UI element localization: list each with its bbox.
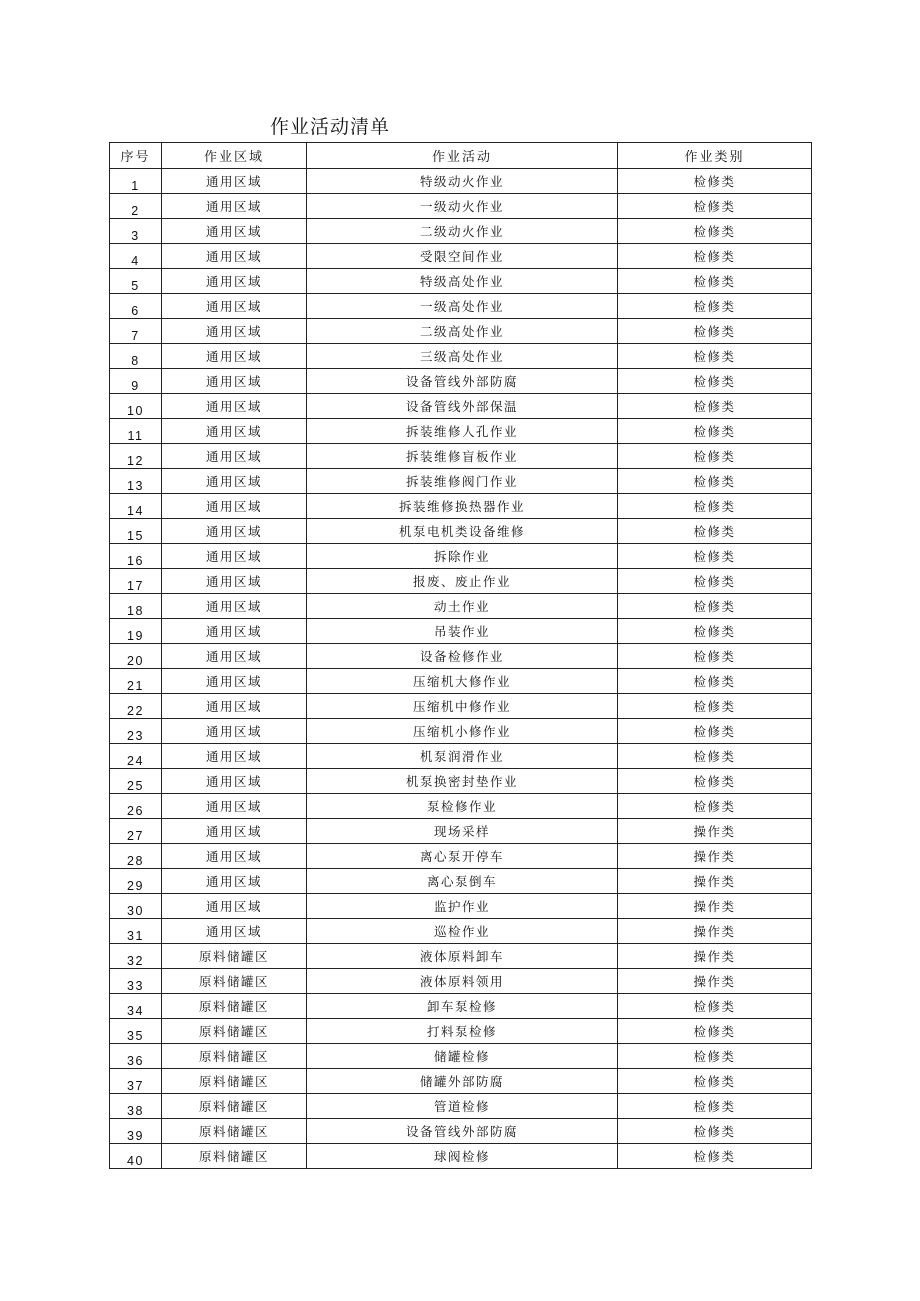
cell-no: 19 <box>110 619 162 644</box>
cell-area: 原料储罐区 <box>162 1119 307 1144</box>
table-row <box>110 419 812 444</box>
cell-activity: 管道检修 <box>307 1094 618 1119</box>
cell-area: 通用区域 <box>162 694 307 719</box>
cell-category: 检修类 <box>618 769 812 794</box>
table-row <box>110 1069 812 1094</box>
table-row <box>110 744 812 769</box>
table-row <box>110 869 812 894</box>
cell-area: 原料储罐区 <box>162 1094 307 1119</box>
cell-no: 15 <box>110 519 162 544</box>
cell-category: 检修类 <box>618 569 812 594</box>
cell-no: 20 <box>110 644 162 669</box>
cell-category: 检修类 <box>618 794 812 819</box>
cell-category: 检修类 <box>618 644 812 669</box>
cell-activity: 机泵换密封垫作业 <box>307 769 618 794</box>
cell-activity: 拆装维修换热器作业 <box>307 494 618 519</box>
cell-activity: 现场采样 <box>307 819 618 844</box>
table-row <box>110 1119 812 1144</box>
cell-category: 检修类 <box>618 1069 812 1094</box>
table-row <box>110 394 812 419</box>
cell-category: 检修类 <box>618 319 812 344</box>
cell-category: 检修类 <box>618 1019 812 1044</box>
cell-no: 3 <box>110 219 162 244</box>
cell-no: 23 <box>110 719 162 744</box>
table-row <box>110 1094 812 1119</box>
table-row <box>110 1144 812 1169</box>
cell-activity: 拆装维修阀门作业 <box>307 469 618 494</box>
cell-activity: 储罐外部防腐 <box>307 1069 618 1094</box>
cell-area: 通用区域 <box>162 469 307 494</box>
header-category: 作业类别 <box>618 143 812 169</box>
cell-area: 通用区域 <box>162 394 307 419</box>
cell-category: 检修类 <box>618 394 812 419</box>
table-row <box>110 544 812 569</box>
cell-category: 操作类 <box>618 944 812 969</box>
table-body <box>110 169 812 1169</box>
cell-area: 通用区域 <box>162 444 307 469</box>
cell-activity: 压缩机小修作业 <box>307 719 618 744</box>
cell-area: 原料储罐区 <box>162 944 307 969</box>
cell-area: 通用区域 <box>162 619 307 644</box>
cell-no: 17 <box>110 569 162 594</box>
cell-activity: 设备管线外部防腐 <box>307 369 618 394</box>
cell-category: 检修类 <box>618 619 812 644</box>
cell-category: 检修类 <box>618 1094 812 1119</box>
cell-no: 33 <box>110 969 162 994</box>
cell-activity: 机泵润滑作业 <box>307 744 618 769</box>
cell-no: 12 <box>110 444 162 469</box>
table-row <box>110 244 812 269</box>
cell-activity: 离心泵倒车 <box>307 869 618 894</box>
cell-activity: 泵检修作业 <box>307 794 618 819</box>
cell-area: 通用区域 <box>162 644 307 669</box>
table-row <box>110 844 812 869</box>
cell-area: 通用区域 <box>162 769 307 794</box>
cell-no: 34 <box>110 994 162 1019</box>
cell-area: 通用区域 <box>162 819 307 844</box>
table-row <box>110 269 812 294</box>
table-row <box>110 619 812 644</box>
cell-category: 检修类 <box>618 494 812 519</box>
cell-category: 检修类 <box>618 1044 812 1069</box>
cell-area: 通用区域 <box>162 544 307 569</box>
table-row <box>110 319 812 344</box>
cell-category: 操作类 <box>618 919 812 944</box>
cell-no: 11 <box>110 419 162 444</box>
cell-area: 通用区域 <box>162 594 307 619</box>
cell-no: 26 <box>110 794 162 819</box>
cell-no: 30 <box>110 894 162 919</box>
cell-activity: 吊装作业 <box>307 619 618 644</box>
cell-no: 6 <box>110 294 162 319</box>
cell-area: 通用区域 <box>162 319 307 344</box>
cell-category: 检修类 <box>618 169 812 194</box>
table-row <box>110 894 812 919</box>
cell-no: 7 <box>110 319 162 344</box>
table-row <box>110 969 812 994</box>
cell-area: 原料储罐区 <box>162 969 307 994</box>
cell-area: 通用区域 <box>162 244 307 269</box>
table-row <box>110 694 812 719</box>
cell-activity: 二级动火作业 <box>307 219 618 244</box>
table-row <box>110 719 812 744</box>
cell-area: 通用区域 <box>162 194 307 219</box>
cell-activity: 设备管线外部保温 <box>307 394 618 419</box>
cell-activity: 三级高处作业 <box>307 344 618 369</box>
cell-category: 检修类 <box>618 594 812 619</box>
cell-area: 通用区域 <box>162 719 307 744</box>
cell-category: 检修类 <box>618 994 812 1019</box>
cell-category: 操作类 <box>618 894 812 919</box>
cell-activity: 拆装维修人孔作业 <box>307 419 618 444</box>
cell-area: 通用区域 <box>162 419 307 444</box>
cell-no: 36 <box>110 1044 162 1069</box>
cell-area: 通用区域 <box>162 269 307 294</box>
table-row <box>110 994 812 1019</box>
cell-no: 31 <box>110 919 162 944</box>
cell-category: 检修类 <box>618 469 812 494</box>
cell-area: 原料储罐区 <box>162 994 307 1019</box>
cell-category: 检修类 <box>618 1144 812 1169</box>
cell-no: 5 <box>110 269 162 294</box>
cell-no: 35 <box>110 1019 162 1044</box>
table-row <box>110 444 812 469</box>
cell-activity: 拆装维修盲板作业 <box>307 444 618 469</box>
cell-area: 通用区域 <box>162 344 307 369</box>
cell-activity: 打料泵检修 <box>307 1019 618 1044</box>
cell-activity: 报废、废止作业 <box>307 569 618 594</box>
cell-category: 操作类 <box>618 969 812 994</box>
cell-no: 14 <box>110 494 162 519</box>
cell-category: 检修类 <box>618 194 812 219</box>
cell-activity: 球阀检修 <box>307 1144 618 1169</box>
cell-area: 通用区域 <box>162 169 307 194</box>
cell-activity: 储罐检修 <box>307 1044 618 1069</box>
cell-category: 检修类 <box>618 744 812 769</box>
table-row <box>110 194 812 219</box>
table-header-row <box>110 143 812 169</box>
cell-no: 2 <box>110 194 162 219</box>
cell-activity: 特级高处作业 <box>307 269 618 294</box>
cell-no: 40 <box>110 1144 162 1169</box>
cell-no: 21 <box>110 669 162 694</box>
table-row <box>110 919 812 944</box>
cell-activity: 拆除作业 <box>307 544 618 569</box>
cell-activity: 压缩机大修作业 <box>307 669 618 694</box>
cell-no: 18 <box>110 594 162 619</box>
cell-activity: 设备管线外部防腐 <box>307 1119 618 1144</box>
cell-activity: 巡检作业 <box>307 919 618 944</box>
cell-category: 检修类 <box>618 1119 812 1144</box>
table-row <box>110 944 812 969</box>
cell-area: 通用区域 <box>162 869 307 894</box>
table-row <box>110 569 812 594</box>
cell-no: 28 <box>110 844 162 869</box>
cell-area: 通用区域 <box>162 744 307 769</box>
cell-no: 10 <box>110 394 162 419</box>
table-row <box>110 344 812 369</box>
cell-category: 检修类 <box>618 244 812 269</box>
cell-category: 检修类 <box>618 519 812 544</box>
table-row <box>110 469 812 494</box>
cell-no: 1 <box>110 169 162 194</box>
cell-activity: 卸车泵检修 <box>307 994 618 1019</box>
cell-category: 检修类 <box>618 419 812 444</box>
table-row <box>110 669 812 694</box>
cell-area: 通用区域 <box>162 369 307 394</box>
document-title: 作业活动清单 <box>270 116 391 138</box>
cell-no: 9 <box>110 369 162 394</box>
table-row <box>110 294 812 319</box>
cell-activity: 动土作业 <box>307 594 618 619</box>
cell-area: 通用区域 <box>162 794 307 819</box>
cell-area: 通用区域 <box>162 894 307 919</box>
cell-no: 39 <box>110 1119 162 1144</box>
activity-table <box>109 142 812 1169</box>
cell-no: 25 <box>110 769 162 794</box>
table-row <box>110 769 812 794</box>
cell-no: 8 <box>110 344 162 369</box>
cell-no: 13 <box>110 469 162 494</box>
cell-no: 4 <box>110 244 162 269</box>
cell-category: 检修类 <box>618 219 812 244</box>
cell-activity: 设备检修作业 <box>307 644 618 669</box>
cell-no: 27 <box>110 819 162 844</box>
cell-category: 检修类 <box>618 719 812 744</box>
cell-area: 通用区域 <box>162 219 307 244</box>
cell-area: 原料储罐区 <box>162 1144 307 1169</box>
cell-no: 16 <box>110 544 162 569</box>
cell-category: 操作类 <box>618 819 812 844</box>
table-row <box>110 819 812 844</box>
cell-category: 检修类 <box>618 544 812 569</box>
cell-activity: 一级动火作业 <box>307 194 618 219</box>
cell-area: 原料储罐区 <box>162 1044 307 1069</box>
cell-activity: 机泵电机类设备维修 <box>307 519 618 544</box>
cell-no: 24 <box>110 744 162 769</box>
cell-area: 通用区域 <box>162 519 307 544</box>
table-row <box>110 369 812 394</box>
cell-activity: 二级高处作业 <box>307 319 618 344</box>
cell-category: 检修类 <box>618 444 812 469</box>
cell-activity: 特级动火作业 <box>307 169 618 194</box>
table-row <box>110 519 812 544</box>
cell-category: 检修类 <box>618 694 812 719</box>
table-row <box>110 169 812 194</box>
cell-activity: 离心泵开停车 <box>307 844 618 869</box>
cell-no: 38 <box>110 1094 162 1119</box>
cell-category: 检修类 <box>618 294 812 319</box>
cell-area: 通用区域 <box>162 494 307 519</box>
cell-activity: 监护作业 <box>307 894 618 919</box>
cell-area: 通用区域 <box>162 294 307 319</box>
header-activity: 作业活动 <box>307 143 618 169</box>
cell-category: 操作类 <box>618 869 812 894</box>
table-row <box>110 494 812 519</box>
cell-activity: 液体原料领用 <box>307 969 618 994</box>
cell-no: 37 <box>110 1069 162 1094</box>
cell-area: 通用区域 <box>162 844 307 869</box>
cell-area: 通用区域 <box>162 569 307 594</box>
table-row <box>110 594 812 619</box>
table-row <box>110 1019 812 1044</box>
cell-area: 原料储罐区 <box>162 1019 307 1044</box>
cell-activity: 压缩机中修作业 <box>307 694 618 719</box>
cell-area: 原料储罐区 <box>162 1069 307 1094</box>
cell-area: 通用区域 <box>162 919 307 944</box>
table-row <box>110 644 812 669</box>
cell-area: 通用区域 <box>162 669 307 694</box>
table-row <box>110 219 812 244</box>
cell-activity: 受限空间作业 <box>307 244 618 269</box>
cell-no: 29 <box>110 869 162 894</box>
cell-category: 操作类 <box>618 844 812 869</box>
table-row <box>110 794 812 819</box>
header-area: 作业区域 <box>162 143 307 169</box>
cell-category: 检修类 <box>618 369 812 394</box>
cell-category: 检修类 <box>618 269 812 294</box>
table-row <box>110 1044 812 1069</box>
cell-no: 22 <box>110 694 162 719</box>
cell-activity: 液体原料卸车 <box>307 944 618 969</box>
cell-category: 检修类 <box>618 344 812 369</box>
cell-activity: 一级高处作业 <box>307 294 618 319</box>
header-no: 序号 <box>110 143 162 169</box>
cell-no: 32 <box>110 944 162 969</box>
cell-category: 检修类 <box>618 669 812 694</box>
